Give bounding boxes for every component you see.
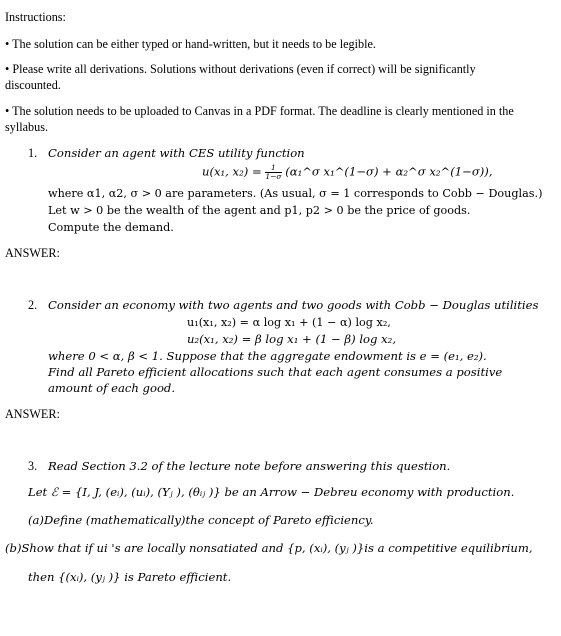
question-2-task-line-1: Find all Pareto efficient allocations such that each agent consumes a positive (48, 365, 503, 379)
instruction-bullet-3-line-2: syllabus. (5, 120, 48, 134)
question-2-prompt: Consider an economy with two agents and two goods with Cobb − Douglas utilities (48, 298, 539, 312)
fraction-numerator: 1 (265, 164, 281, 173)
answer-label-1: ANSWER: (5, 246, 60, 260)
question-1-wealth-prices: Let w > 0 be the wealth of the agent and p1, p2 > 0 be the price of goods. (48, 204, 471, 217)
instruction-bullet-3-line-1: • The solution needs to be uploaded to Canvas in a PDF format. The deadline is clearly mentioned in the (5, 104, 514, 118)
instruction-bullet-1: • The solution can be either typed or hand-written, but it needs to be legible. (5, 37, 376, 51)
question-1-parameters: where α1, α2, σ > 0 are parameters. (As usual, σ = 1 corresponds to Cobb − Douglas.) (48, 187, 543, 200)
formula-lhs: u(x₁, x₂) = (202, 164, 266, 179)
instructions-heading: Instructions: (5, 10, 66, 24)
question-3-part-b-line-1: (b)Show that if ui 's are locally nonsatiated and {p, (xᵢ), (yⱼ )}is a competitive equilibrium, (5, 541, 533, 555)
question-1-number: 1. (28, 146, 38, 160)
question-2-number: 2. (28, 298, 38, 312)
question-3-instruction: Read Section 3.2 of the lecture note before answering this question. (48, 459, 451, 473)
instruction-bullet-2-line-2: discounted. (5, 78, 61, 92)
question-2-utility-2: u₂(x₁, x₂) = β log x₁ + (1 − β) log x₂, (187, 332, 397, 346)
question-3-economy-definition: Let ℰ = {I, J, (eᵢ), (uᵢ), (Yⱼ ), (θᵢⱼ )} be an Arrow − Debreu economy with production. (28, 485, 515, 499)
instruction-bullet-2-line-1: • Please write all derivations. Solutions without derivations (even if correct) will be significantly (5, 62, 476, 76)
formula-rhs: (α₁^σ x₁^(1−σ) + α₂^σ x₂^(1−σ)), (285, 164, 493, 179)
question-2-task-line-2: amount of each good. (48, 381, 176, 395)
fraction-denominator: 1−σ (265, 172, 282, 181)
question-2-endowment: where 0 < α, β < 1. Suppose that the aggregate endowment is e = (e₁, e₂). (48, 349, 487, 363)
question-1-prompt: Consider an agent with CES utility function (48, 146, 305, 160)
question-3-part-a: (a)Define (mathematically)the concept of Pareto efficiency. (28, 513, 374, 527)
formula-fraction (265, 164, 281, 181)
question-1-task: Compute the demand. (48, 221, 174, 234)
question-2-utility-1: u₁(x₁, x₂) = α log x₁ + (1 − α) log x₂, (187, 316, 391, 329)
question-3-number: 3. (28, 459, 38, 473)
question-3-part-b-line-2: then {(xᵢ), (yⱼ )} is Pareto efficient. (28, 570, 232, 584)
answer-label-2: ANSWER: (5, 407, 60, 421)
question-1-utility-formula (202, 164, 493, 181)
